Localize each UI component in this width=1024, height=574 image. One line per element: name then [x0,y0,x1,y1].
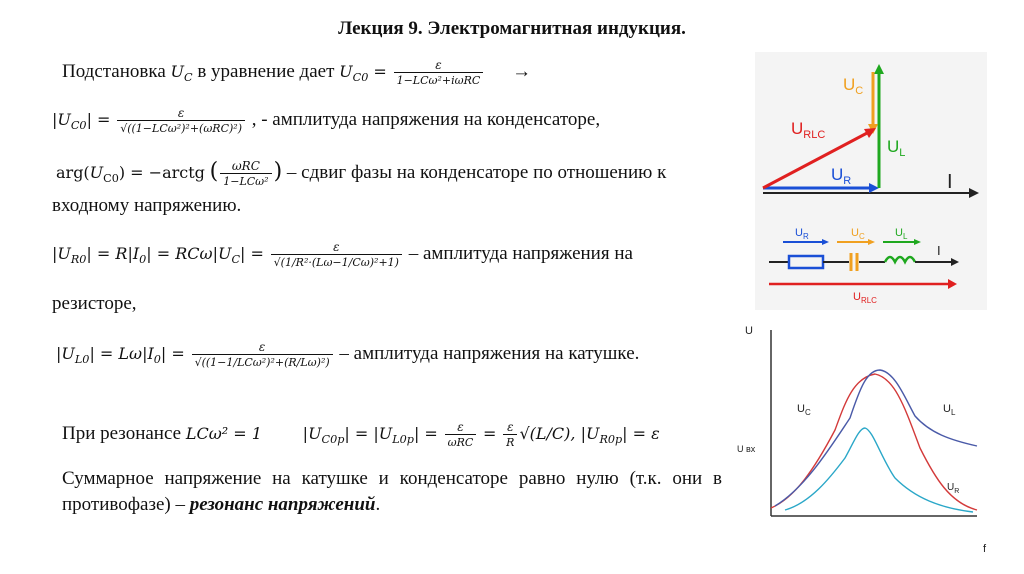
ul-label: $U_L$ [887,137,906,159]
resonance-prefix: При резонансе [62,422,182,444]
circuit-ul-label: $U_L$ [895,227,908,241]
formula-ur0: $|U_{R0}| = R|I_0| = RC\omega|U_C|$ = [52,243,264,267]
arrow-symbol: → [512,60,532,82]
ur-curve-label: $U_R$ [947,482,960,495]
formula-ul0-fraction: $\frac{\varepsilon}{\text{√((1−1/LCω²)²+(R/Lω)²)}}$ [192,340,333,369]
circuit-uc-label: $U_C$ [851,227,865,241]
current-label: I [947,171,953,193]
circuit-ur-label: $U_R$ [795,227,809,241]
formula-ur0-fraction: $\frac{\varepsilon}{\text{√(1/R²·(Lω−1/Cω)²+1)}}$ [271,240,402,269]
plot-x-label: f [983,543,987,555]
substitution-mid: в уравнение дает [197,60,335,82]
resonance-plot [735,318,1015,568]
substitution-prefix: Подстановка [62,60,166,82]
coil-amplitude-line [56,340,639,369]
uc-curve-label: $U_C$ [797,403,811,417]
summary-emphasis: резонанс напряжений [189,494,376,515]
summary-paragraph: Суммарное напряжение на катушке и конденсаторе равно нулю (т.к. они в противофазе) – резонанс напряжений. [62,468,722,515]
formula-uc: $U_C$ [170,61,193,85]
uc-label: $U_C$ [843,75,864,97]
phase-shift-text-2: входному напряжению. [52,195,242,216]
phase-shift-text: – сдвиг фазы на конденсаторе по отношению к [286,162,667,183]
resistor-amplitude-text-2: резисторе, [52,293,137,314]
formula-resonance-condition: LCω² = 1 [185,423,262,443]
ul-curve-label: $U_L$ [943,403,956,417]
formula-uc0-abs-fraction: $\frac{\varepsilon}{\text{√((1−LCω²)²+(ωRC)²)}}$ [117,106,245,135]
coil-amplitude-text: – амплитуда напряжения на катушке. [339,342,640,364]
plot-y-label: U [745,325,753,337]
phase-shift-line: $arg(U_{C0})$ = −arctg ( $\frac{\text{ωRC}}{\text{1−LCω²}}$ ) – сдвиг фазы на конденсаторе по отношению к [56,159,667,189]
circuit-current-label: I [937,243,941,258]
substitution-line [62,58,531,87]
formula-resonance-frac1: $\frac{\varepsilon}{\text{ωRC}}$ [445,420,477,449]
formula-uc0-abs: $|U_{C0}|$ = [52,109,111,133]
plot-umax-label: U вх [737,444,756,454]
page-title: Лекция 9. Электромагнитная индукция. [338,18,686,39]
capacitor-amplitude-text: , - амплитуда напряжения на конденсаторе, [251,108,601,130]
formula-resonance-values: $|U_{C0p}| = |U_{L0p}|$ = [302,423,438,447]
formula-arg: $arg(U_{C0})$ = −arctg [56,163,205,186]
formula-ul0: $|U_{L0}| = L\omega|I_0|$ = [56,343,185,367]
formula-uc0-fraction: $\frac{\varepsilon}{\text{1−LCω²+iωRC}}$ [394,58,484,87]
urlc-label: $U_{RLC}$ [791,119,826,141]
resistor-amplitude-line [52,240,633,269]
vector-circuit-figure [755,52,987,310]
formula-uc0: $U_{C0}$ = [339,61,387,85]
resistor-amplitude-text: – амплитуда напряжения на [408,242,633,264]
resonance-line: При резонансе LCω² = 1 $|U_{C0p}| = |U_{L0p}|$ = $\frac{\varepsilon}{\text{ωRC}}$ = $\frac{\varepsilon}{R}$ √(L/C), $|U_{R0p}| = \varepsilon$ [62,420,660,449]
formula-arg-fraction: $\frac{\text{ωRC}}{\text{1−LCω²}}$ [220,159,271,188]
formula-resonance-frac2: $\frac{\varepsilon}{R}$ [503,420,517,449]
ur-label: $U_R$ [831,165,852,187]
circuit-urlc-label: $U_{RLC}$ [853,291,877,305]
summary-text: Суммарное напряжение на катушке и конденсаторе равно нулю (т.к. они в противофазе) – [62,468,722,515]
capacitor-amplitude-line [52,106,600,135]
